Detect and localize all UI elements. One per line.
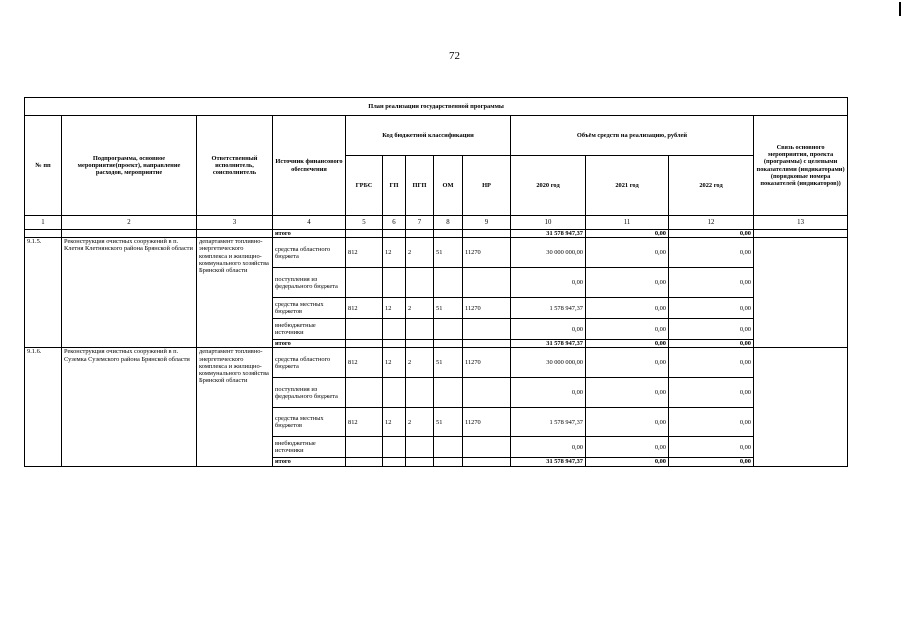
gp-cell: 12: [383, 298, 406, 319]
amount-2022: 0,00: [669, 408, 754, 437]
program-plan-table: [24, 97, 848, 467]
amount-2022: 0,00: [669, 348, 754, 378]
amount-2021: 0,00: [586, 348, 669, 378]
column-number: 11: [586, 216, 669, 230]
grbs-cell: [346, 268, 383, 298]
header-gp: ГП: [383, 156, 406, 216]
table-row: [25, 238, 848, 268]
source-cell: внебюджетные источники: [273, 319, 346, 340]
amount-2020: 31 578 947,37: [511, 340, 586, 348]
grbs-cell: 812: [346, 298, 383, 319]
column-number: 2: [62, 216, 197, 230]
header-pgp: ПГП: [406, 156, 434, 216]
amount-2020: 30 000 000,00: [511, 238, 586, 268]
grbs-cell: 812: [346, 238, 383, 268]
pgp-cell: [406, 268, 434, 298]
column-numbers-row: [25, 216, 848, 230]
column-number: 1: [25, 216, 62, 230]
column-number: 5: [346, 216, 383, 230]
header-budget-code: Код бюджетной классификации: [346, 116, 511, 156]
header-num: № пп: [25, 116, 62, 216]
source-cell: итого: [273, 458, 346, 466]
om-cell: 51: [434, 238, 463, 268]
grbs-cell: 812: [346, 348, 383, 378]
item-number: 9.1.5.: [25, 238, 62, 348]
om-cell: [434, 268, 463, 298]
grbs-cell: [346, 378, 383, 408]
amount-2020: 0,00: [511, 268, 586, 298]
source-cell: внебюджетные источники: [273, 437, 346, 458]
pgp-cell: 2: [406, 298, 434, 319]
header-grbs: ГРБС: [346, 156, 383, 216]
source-cell: средства местных бюджетов: [273, 298, 346, 319]
amount-2020: 30 000 000,00: [511, 348, 586, 378]
amount-2021: 0,00: [586, 408, 669, 437]
om-cell: 51: [434, 298, 463, 319]
amount-2022: 0,00: [669, 268, 754, 298]
item-number: 9.1.6.: [25, 348, 62, 466]
grbs-cell: [346, 319, 383, 340]
column-number: 12: [669, 216, 754, 230]
om-cell: 51: [434, 408, 463, 437]
header-volume: Объём средств на реализацию, рублей: [511, 116, 754, 156]
gp-cell: 12: [383, 238, 406, 268]
amount-2020: 31 578 947,37: [511, 458, 586, 466]
nr-cell: [463, 437, 511, 458]
source-cell: итого: [273, 230, 346, 238]
amount-2020: 0,00: [511, 319, 586, 340]
amount-2020: 31 578 947,37: [511, 230, 586, 238]
nr-cell: [463, 268, 511, 298]
amount-2020: 0,00: [511, 437, 586, 458]
header-2021: 2021 год: [586, 156, 669, 216]
amount-2020: 1 578 947,37: [511, 408, 586, 437]
nr-cell: 11270: [463, 298, 511, 319]
pgp-cell: 2: [406, 408, 434, 437]
amount-2022: 0,00: [669, 319, 754, 340]
pgp-cell: 2: [406, 348, 434, 378]
column-number: 3: [197, 216, 273, 230]
amount-2021: 0,00: [586, 340, 669, 348]
item-name: Реконструкция очистных сооружений в п. Суземка Суземского района Брянской области: [62, 348, 197, 466]
pgp-cell: [406, 437, 434, 458]
indicator-link-cell: [754, 348, 848, 466]
amount-2022: 0,00: [669, 437, 754, 458]
amount-2022: 0,00: [669, 298, 754, 319]
header-responsible: Ответственный исполнитель, соисполнитель: [197, 116, 273, 216]
gp-cell: [383, 268, 406, 298]
column-number: 8: [434, 216, 463, 230]
source-cell: поступления из федерального бюджета: [273, 268, 346, 298]
source-cell: средства местных бюджетов: [273, 408, 346, 437]
nr-cell: 11270: [463, 348, 511, 378]
scan-edge-mark: [899, 2, 901, 16]
gp-cell: 12: [383, 408, 406, 437]
column-number: 10: [511, 216, 586, 230]
header-nr: НР: [463, 156, 511, 216]
om-cell: [434, 378, 463, 408]
grbs-cell: [346, 437, 383, 458]
grbs-cell: 812: [346, 408, 383, 437]
om-cell: 51: [434, 348, 463, 378]
gp-cell: [383, 437, 406, 458]
column-number: 13: [754, 216, 848, 230]
nr-cell: 11270: [463, 238, 511, 268]
table-title: План реализации государственной программы: [25, 98, 848, 116]
amount-2021: 0,00: [586, 268, 669, 298]
amount-2020: 0,00: [511, 378, 586, 408]
header-2020: 2020 год: [511, 156, 586, 216]
nr-cell: [463, 378, 511, 408]
amount-2021: 0,00: [586, 437, 669, 458]
amount-2022: 0,00: [669, 378, 754, 408]
header-link: Связь основного мероприятия, проекта (программы) с целевыми показателями (индикаторами) (порядковые номера показателей (индикаторов)): [754, 116, 848, 216]
gp-cell: [383, 378, 406, 408]
source-cell: средства областного бюджета: [273, 238, 346, 268]
gp-cell: [383, 319, 406, 340]
column-number: 6: [383, 216, 406, 230]
amount-2022: 0,00: [669, 238, 754, 268]
indicator-link-cell: [754, 238, 848, 348]
om-cell: [434, 319, 463, 340]
header-source: Источник финансового обеспечения: [273, 116, 346, 216]
amount-2021: 0,00: [586, 319, 669, 340]
pgp-cell: 2: [406, 238, 434, 268]
amount-2022: 0,00: [669, 340, 754, 348]
amount-2021: 0,00: [586, 238, 669, 268]
amount-2021: 0,00: [586, 230, 669, 238]
amount-2021: 0,00: [586, 298, 669, 319]
nr-cell: 11270: [463, 408, 511, 437]
column-number: 9: [463, 216, 511, 230]
source-cell: итого: [273, 340, 346, 348]
table-row: [25, 230, 848, 238]
nr-cell: [463, 319, 511, 340]
amount-2021: 0,00: [586, 458, 669, 466]
header-2022: 2022 год: [669, 156, 754, 216]
header-subprogram: Подпрограмма, основное мероприятие(проект), направление расходов, мероприятие: [62, 116, 197, 216]
header-om: ОМ: [434, 156, 463, 216]
column-number: 7: [406, 216, 434, 230]
column-number: 4: [273, 216, 346, 230]
source-cell: поступления из федерального бюджета: [273, 378, 346, 408]
pgp-cell: [406, 378, 434, 408]
gp-cell: 12: [383, 348, 406, 378]
amount-2020: 1 578 947,37: [511, 298, 586, 319]
amount-2022: 0,00: [669, 458, 754, 466]
source-cell: средства областного бюджета: [273, 348, 346, 378]
om-cell: [434, 437, 463, 458]
item-name: Реконструкция очистных сооружений в п. Клетня Клетнянского района Брянской области: [62, 238, 197, 348]
table-row: [25, 348, 848, 378]
item-responsible: департамент топливно-энергетического комплекса и жилищно-коммунального хозяйства Брянской области: [197, 348, 273, 466]
item-responsible: департамент топливно-энергетического комплекса и жилищно-коммунального хозяйства Брянской области: [197, 238, 273, 348]
amount-2022: 0,00: [669, 230, 754, 238]
pgp-cell: [406, 319, 434, 340]
amount-2021: 0,00: [586, 378, 669, 408]
page-number: 72: [449, 50, 460, 62]
